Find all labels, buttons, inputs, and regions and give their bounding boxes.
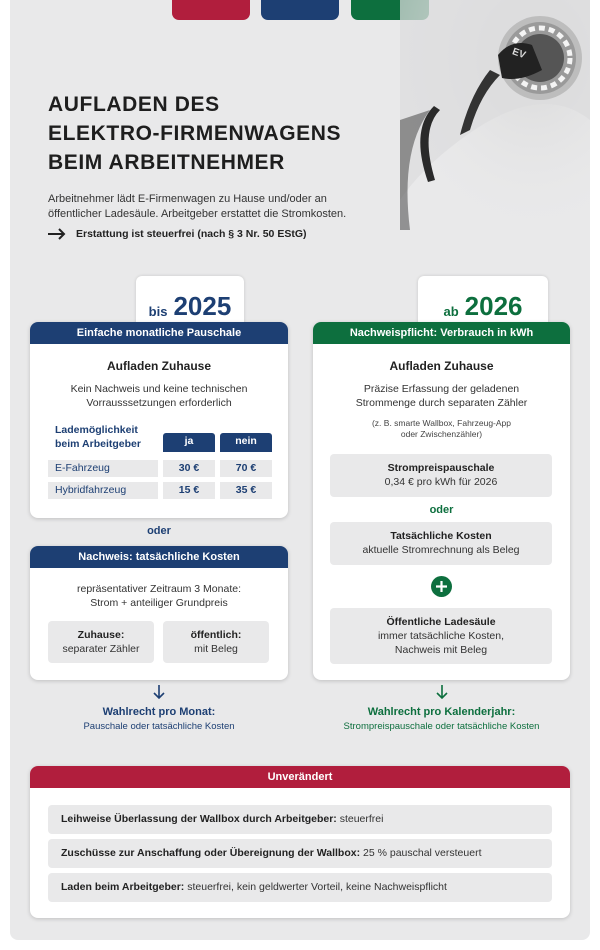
svg-text:EV: EV <box>510 46 527 62</box>
box-text: mit Beleg <box>194 643 238 655</box>
plus-circle-icon <box>431 576 452 597</box>
year-tab-2026 <box>418 276 548 326</box>
color-tab-red <box>172 0 250 20</box>
table-cell-nein: 70 € <box>220 460 272 477</box>
col-header-nein: nein <box>220 433 272 452</box>
title-line-3: BEIM ARBEITNEHMER <box>48 151 285 174</box>
item-text: steuerfrei, kein geldwerter Vorteil, keine Nachweispflicht <box>184 881 447 893</box>
item-bold: Zuschüsse zur Anschaffung oder Übereignung der Wallbox: <box>61 847 361 859</box>
item-text: 25 % pauschal versteuert <box>360 847 482 859</box>
wahlrecht-title: Wahlrecht pro Monat: <box>102 706 216 718</box>
oder-label: oder <box>429 504 454 516</box>
arrow-right-icon <box>48 228 66 240</box>
year-prefix: bis <box>148 304 168 319</box>
unveraendert-card <box>30 766 570 918</box>
card-text-1: repräsentativer Zeitraum 3 Monate: <box>77 583 241 595</box>
card-header: Nachweispflicht: Verbrauch in kWh <box>313 322 570 344</box>
title-line-1: AUFLADEN DES <box>48 93 220 116</box>
wahlrecht-sub: Strompreispauschale oder tatsächliche Kosten <box>343 721 540 732</box>
card-small-1: (z. B. smarte Wallbox, Fahrzeug-App <box>371 418 512 428</box>
year-prefix: ab <box>443 304 459 319</box>
box-title: Öffentliche Ladesäule <box>386 616 496 628</box>
wahlrecht-monat <box>30 706 288 732</box>
card-title: Aufladen Zuhause <box>389 359 494 373</box>
card-text-1: Kein Nachweis und keine technischen <box>70 383 248 395</box>
tax-free-statement <box>48 228 306 240</box>
title-line-2: ELEKTRO-FIRMENWAGENS <box>48 122 342 145</box>
intro-line-2: öffentlicher Ladesäule. Arbeitgeber erstattet die Stromkosten. <box>48 208 347 220</box>
nachweis-card <box>30 546 288 680</box>
table-cell-ja: 15 € <box>163 482 215 499</box>
card-text-2: Strommenge durch separaten Zähler <box>355 397 528 409</box>
box-text: 0,34 € pro kWh für 2026 <box>384 476 498 488</box>
year-tab-2025 <box>136 276 244 326</box>
year-value: 2025 <box>173 291 232 321</box>
box-title: öffentlich: <box>190 629 242 641</box>
table-cell-ja: 30 € <box>163 460 215 477</box>
box-text: aktuelle Stromrechnung als Beleg <box>362 544 520 556</box>
card-header: Einfache monatliche Pauschale <box>30 322 288 344</box>
table-row-label: Hybridfahrzeug <box>48 482 158 499</box>
card-small-2: oder Zwischenzähler) <box>400 429 483 439</box>
corner-line-1: Lademöglichkeit <box>55 424 138 436</box>
corner-line-2: beim Arbeitgeber <box>55 438 141 450</box>
col-header-ja: ja <box>163 433 215 452</box>
oeffentliche-ladesaeule-box <box>330 608 552 664</box>
card-title: Aufladen Zuhause <box>106 359 211 373</box>
box-text-2: Nachweis mit Beleg <box>394 644 488 656</box>
card-text-2: Strom + anteiliger Grundpreis <box>90 597 228 609</box>
oder-label: oder <box>147 525 171 537</box>
list-item <box>48 873 552 902</box>
nachweispflicht-card <box>313 322 570 680</box>
arrow-down-icon <box>151 684 167 700</box>
card-text-1: Präzise Erfassung der geladenen <box>363 383 520 395</box>
box-text: separater Zähler <box>62 643 140 655</box>
card-header: Unverändert <box>30 766 570 788</box>
table-cell-nein: 35 € <box>220 482 272 499</box>
list-item <box>48 805 552 834</box>
list-item <box>48 839 552 868</box>
box-title: Zuhause: <box>77 629 125 641</box>
zuhause-box <box>48 621 154 663</box>
item-text: steuerfrei <box>336 813 384 825</box>
wahlrecht-title: Wahlrecht pro Kalenderjahr: <box>367 706 516 718</box>
box-title: Tatsächliche Kosten <box>390 530 492 542</box>
year-value: 2026 <box>464 291 523 321</box>
box-title: Strompreispauschale <box>387 462 495 474</box>
pauschale-card <box>30 322 288 518</box>
tatsaechliche-kosten-box <box>330 522 552 565</box>
wahlrecht-kalenderjahr <box>313 706 570 732</box>
item-bold: Laden beim Arbeitgeber: <box>61 881 185 893</box>
intro-text <box>48 192 408 222</box>
ev-charging-plug-image <box>400 0 590 230</box>
table-corner-label <box>55 423 141 451</box>
oeffentlich-box <box>163 621 269 663</box>
item-bold: Leihweise Überlassung der Wallbox durch Arbeitgeber: <box>61 813 337 825</box>
arrow-down-icon <box>434 684 450 700</box>
card-header: Nachweis: tatsächliche Kosten <box>30 546 288 568</box>
page-title <box>48 90 341 177</box>
tax-free-text: Erstattung ist steuerfrei (nach § 3 Nr. 50 EStG) <box>76 228 307 240</box>
color-tab-navy <box>261 0 339 20</box>
card-text-2: Vorrausssetzungen erforderlich <box>86 397 232 409</box>
box-text-1: immer tatsächliche Kosten, <box>377 630 505 642</box>
table-row-label: E-Fahrzeug <box>48 460 158 477</box>
intro-line-1: Arbeitnehmer lädt E-Firmenwagen zu Hause und/oder an <box>48 193 327 205</box>
wahlrecht-sub: Pauschale oder tatsächliche Kosten <box>83 721 235 732</box>
strompreispauschale-box <box>330 454 552 497</box>
